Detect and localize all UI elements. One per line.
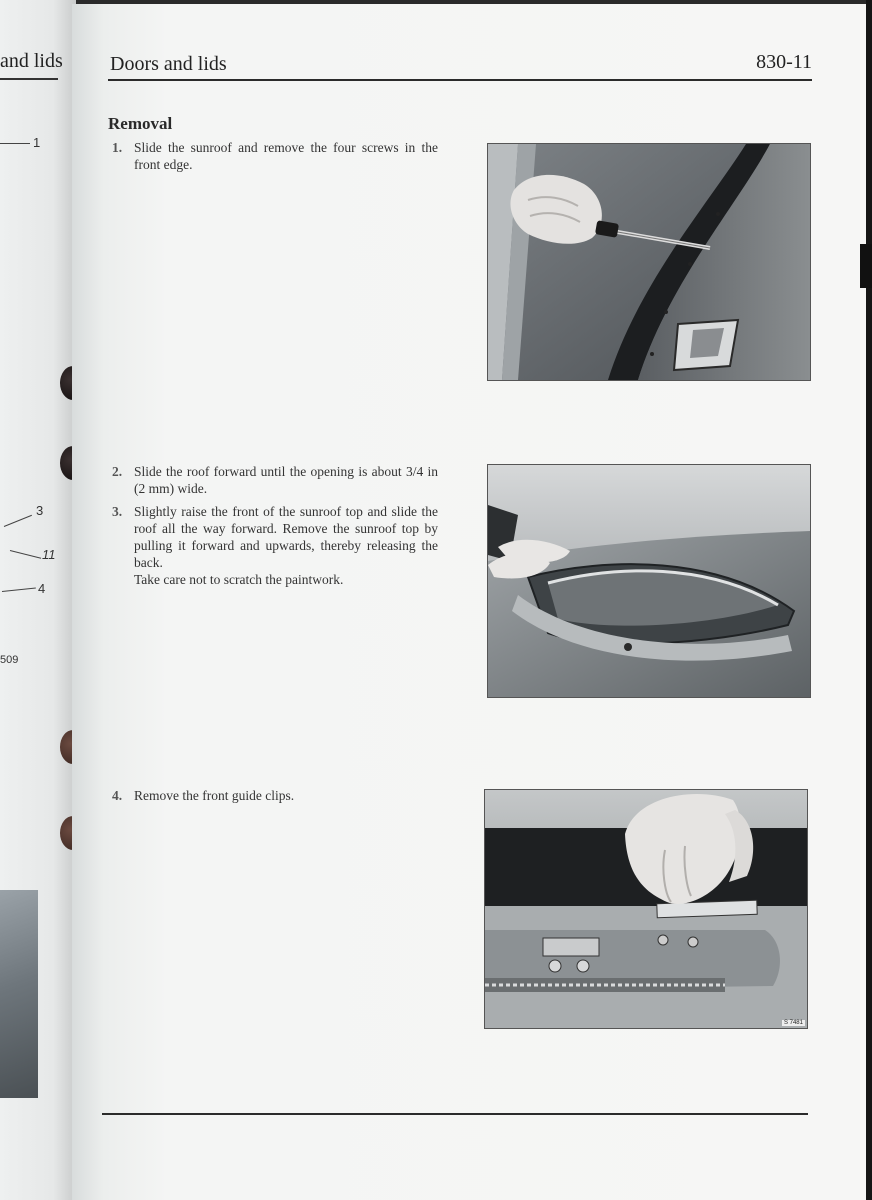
page-title: Doors and lids [110,53,227,75]
callout-line [2,587,36,592]
step-number: 4. [112,788,123,803]
header-rule [108,79,812,81]
step-3 [112,503,438,588]
step-text: Slightly raise the front of the sunroof top and slide the roof all the way forward. Remove the sunroof top by pulling it forward and upwards, thereby releasing the back. [134,504,438,570]
callout-4: 4 [38,581,46,596]
step-text: Slide the roof forward until the opening is about 3/4 in (2 mm) wide. [134,464,438,496]
guide-clip-illustration [485,790,807,1028]
callout-3: 3 [36,503,44,518]
step-caution-note: Take care not to scratch the paintwork. [134,572,344,587]
section-tab-marker [860,244,872,288]
figure-sunroof-lift-photo [487,464,811,698]
callout-line [0,143,30,144]
figure-guide-clip-photo [484,789,808,1029]
step-2 [112,463,438,497]
step-text-block [134,503,438,588]
footer-rule [102,1113,808,1115]
step-4 [112,787,438,804]
figure-code: S 7481 [783,1020,803,1026]
step-number: 2. [112,464,123,479]
callout-11: 11 [42,547,56,562]
callout-1: 1 [33,135,41,150]
figure-screw-removal-photo [487,143,811,381]
callout-line [10,550,41,559]
previous-page-photo [0,890,38,1098]
previous-page-strip [0,0,76,1200]
previous-page-rule [0,78,58,80]
screwdriver-photo-illustration [488,144,810,380]
callout-line [4,515,32,527]
step-number: 3. [112,504,123,519]
page-number: 830-11 [756,51,812,73]
sunroof-lift-illustration [488,465,810,697]
step-number: 1. [112,140,123,155]
step-1 [112,139,438,173]
section-title-removal: Removal [108,114,173,133]
step-text: Remove the front guide clips. [134,788,295,803]
page-edge [866,0,872,1200]
previous-figure-code: 509 [0,654,19,666]
previous-page-header: and lids [0,50,63,72]
step-text: Slide the sunroof and remove the four screws in the front edge. [134,140,438,172]
